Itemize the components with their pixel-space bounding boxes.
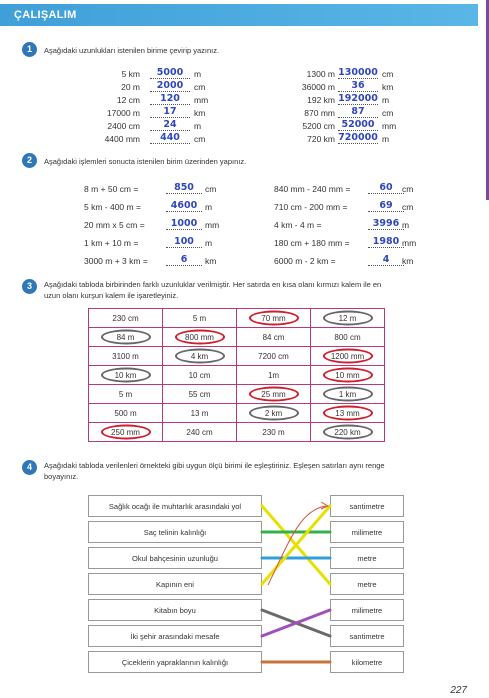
length-value: 240 cm (186, 427, 213, 437)
table-cell (163, 309, 237, 328)
page-title: ÇALIŞALIM (14, 9, 77, 21)
given-value: 2400 cm (107, 121, 140, 131)
length-value: 220 km (334, 427, 361, 437)
question-1-instruction: Aşağıdaki uzunlukları istenilen birime çevirip yazınız. (44, 46, 220, 55)
length-value: 500 m (114, 408, 137, 418)
table-cell (163, 366, 237, 385)
table-cell (89, 404, 163, 423)
length-value: 1 km (338, 389, 357, 399)
given-value: 192 km (307, 95, 335, 105)
given-value: 870 mm (304, 108, 335, 118)
expression: 840 mm - 240 mm = (274, 184, 351, 194)
answer-value: 6 (166, 254, 202, 266)
table-cell (89, 366, 163, 385)
length-value: 25 mm (261, 389, 286, 399)
unit-label: cm (402, 184, 414, 194)
match-line (262, 506, 330, 584)
answer-value: 100 (166, 236, 202, 248)
expression: 5 km - 400 m = (84, 202, 141, 212)
answer-value: 192000 (338, 93, 378, 104)
match-line (262, 610, 330, 636)
length-value: 800 cm (334, 332, 361, 342)
matching-unit-right: milimetre (330, 599, 404, 621)
question-3-instruction-line-2: uzun olanı kurşun kalem ile işaretleyiniz. (44, 291, 179, 300)
answer-value: 3996 (368, 218, 404, 230)
expression: 20 mm x 5 cm = (84, 220, 145, 230)
unit-label: km (382, 82, 394, 92)
length-value: 12 m (338, 313, 357, 323)
unit-label: m (382, 134, 390, 144)
expression: 180 cm + 180 mm = (274, 238, 350, 248)
match-line (262, 610, 330, 636)
matching-item-left: Saç telinin kalınlığı (88, 521, 262, 543)
given-value: 4400 mm (104, 134, 140, 144)
length-value: 5 m (192, 313, 207, 323)
answer-value: 60 (368, 182, 404, 194)
question-1-badge: 1 (22, 42, 37, 57)
table-cell (163, 347, 237, 366)
table-cell (237, 404, 311, 423)
unit-label: cm (402, 202, 414, 212)
unit-label: m (194, 69, 202, 79)
length-value: 1200 mm (330, 351, 365, 361)
length-value: 3100 m (112, 351, 139, 361)
expression: 8 m + 50 cm = (84, 184, 139, 194)
unit-label: cm (382, 108, 394, 118)
matching-item-left: Kitabın boyu (88, 599, 262, 621)
expression: 3000 m + 3 km = (84, 256, 148, 266)
unit-label: mm (402, 238, 417, 248)
expression: 1 km + 10 m = (84, 238, 139, 248)
unit-label: cm (194, 134, 206, 144)
table-cell (311, 347, 385, 366)
unit-label: mm (194, 95, 209, 105)
question-4-instruction-line-1: Aşağıdaki tabloda verilenleri örnekteki gibi uygun ölçü birimi ile eşleştiriniz. Eşleşen satırları aynı renge (44, 461, 385, 470)
header-bar (0, 4, 478, 26)
table-cell (89, 385, 163, 404)
matching-item-left: Okul bahçesinin uzunluğu (88, 547, 262, 569)
matching-unit-right: santimetre (330, 495, 404, 517)
page-edge-line (478, 0, 489, 200)
unit-label: m (194, 121, 202, 131)
answer-value: 4 (368, 254, 404, 266)
unit-label: m (402, 220, 410, 230)
unit-label: cm (382, 69, 394, 79)
answer-value: 2000 (150, 80, 190, 92)
given-value: 720 km (307, 134, 335, 144)
answer-value: 52000 (338, 119, 378, 131)
table-row (89, 385, 385, 404)
table-cell (237, 385, 311, 404)
page-number: 227 (450, 685, 467, 696)
given-value: 12 cm (116, 95, 140, 105)
arrow-head-icon (321, 502, 328, 509)
unit-label: mm (382, 121, 397, 131)
length-value: 10 km (114, 370, 137, 380)
expression: 710 cm - 200 mm = (274, 202, 348, 212)
table-cell (237, 347, 311, 366)
unit-label: m (382, 95, 390, 105)
table-row (89, 423, 385, 442)
length-value: 1m (267, 370, 280, 380)
matching-item-left: Kapının eni (88, 573, 262, 595)
table-cell (311, 385, 385, 404)
length-value: 70 mm (261, 313, 286, 323)
answer-value: 130000 (338, 67, 378, 78)
given-value: 36000 m (301, 82, 335, 92)
answer-value: 4600 (166, 200, 202, 212)
length-value: 13 mm (335, 408, 360, 418)
question-2-instruction: Aşağıdaki işlemleri sonucta istenilen birim üzerinden yapınız. (44, 157, 247, 166)
match-line (262, 506, 330, 584)
table-cell (89, 347, 163, 366)
table-cell (89, 309, 163, 328)
question-4-instruction-line-2: boyayınız. (44, 472, 79, 481)
unit-label: cm (205, 184, 217, 194)
unit-label: mm (205, 220, 220, 230)
given-value: 5200 cm (302, 121, 335, 131)
table-cell (163, 404, 237, 423)
matching-unit-right: metre (330, 547, 404, 569)
question-3-badge: 3 (22, 279, 37, 294)
length-value: 10 cm (188, 370, 211, 380)
question-4-badge: 4 (22, 460, 37, 475)
table-cell (237, 309, 311, 328)
length-value: 84 cm (262, 332, 285, 342)
unit-label: km (402, 256, 414, 266)
given-value: 17000 m (106, 108, 140, 118)
table-cell (311, 404, 385, 423)
table-cell (163, 328, 237, 347)
given-value: 20 m (121, 82, 140, 92)
unit-label: m (205, 202, 213, 212)
length-value: 84 m (116, 332, 135, 342)
answer-value: 850 (166, 182, 202, 194)
unit-label: m (205, 238, 213, 248)
table-cell (237, 366, 311, 385)
length-value: 230 m (262, 427, 285, 437)
question-2-badge: 2 (22, 153, 37, 168)
expression: 4 km - 4 m = (274, 220, 322, 230)
answer-value: 120 (150, 93, 190, 105)
unit-label: cm (194, 82, 206, 92)
matching-unit-right: kilometre (330, 651, 404, 673)
table-cell (311, 423, 385, 442)
table-cell (163, 423, 237, 442)
table-cell (311, 309, 385, 328)
answer-value: 720000 (338, 132, 378, 143)
table-row (89, 309, 385, 328)
length-value: 13 m (190, 408, 209, 418)
unit-label: km (194, 108, 206, 118)
answer-value: 36 (338, 80, 378, 92)
length-value: 5 m (118, 389, 133, 399)
answer-value: 87 (338, 106, 378, 118)
length-value: 4 km (190, 351, 209, 361)
table-cell (163, 385, 237, 404)
length-value: 55 cm (188, 389, 211, 399)
length-value: 230 cm (112, 313, 139, 323)
table-cell (237, 328, 311, 347)
answer-value: 24 (150, 119, 190, 131)
table-row (89, 347, 385, 366)
answer-value: 69 (368, 200, 404, 212)
matching-unit-right: milimetre (330, 521, 404, 543)
answer-value: 1000 (166, 218, 202, 230)
answer-value: 1980 (368, 236, 404, 248)
matching-item-left: Çiceklerin yapraklarının kalınlığı (88, 651, 262, 673)
table-row (89, 328, 385, 347)
answer-value: 440 (150, 132, 190, 144)
given-value: 1300 m (306, 69, 335, 79)
answer-value: 5000 (150, 67, 190, 79)
length-value: 250 mm (111, 427, 140, 437)
table-cell (89, 328, 163, 347)
length-comparison-table (88, 308, 385, 442)
expression: 6000 m - 2 km = (274, 256, 336, 266)
unit-label: km (205, 256, 217, 266)
example-arrow (268, 506, 326, 585)
table-cell (311, 366, 385, 385)
length-value: 2 km (264, 408, 283, 418)
matching-unit-right: metre (330, 573, 404, 595)
length-value: 7200 cm (258, 351, 289, 361)
table-cell (89, 423, 163, 442)
table-cell (237, 423, 311, 442)
table-row (89, 404, 385, 423)
matching-unit-right: santimetre (330, 625, 404, 647)
answer-value: 17 (150, 106, 190, 118)
question-3-instruction-line-1: Aşağıdaki tabloda birbirinden farklı uzunluklar verilmiştir. Her satırda en kısa olanı kırmızı kalem ile en (44, 280, 382, 289)
length-value: 800 mm (185, 332, 214, 342)
length-value: 10 mm (335, 370, 360, 380)
given-value: 5 km (121, 69, 140, 79)
table-cell (311, 328, 385, 347)
table-row (89, 366, 385, 385)
matching-item-left: Sağlık ocağı ile muhtarlık arasındaki yol (88, 495, 262, 517)
matching-item-left: İki şehir arasındaki mesafe (88, 625, 262, 647)
